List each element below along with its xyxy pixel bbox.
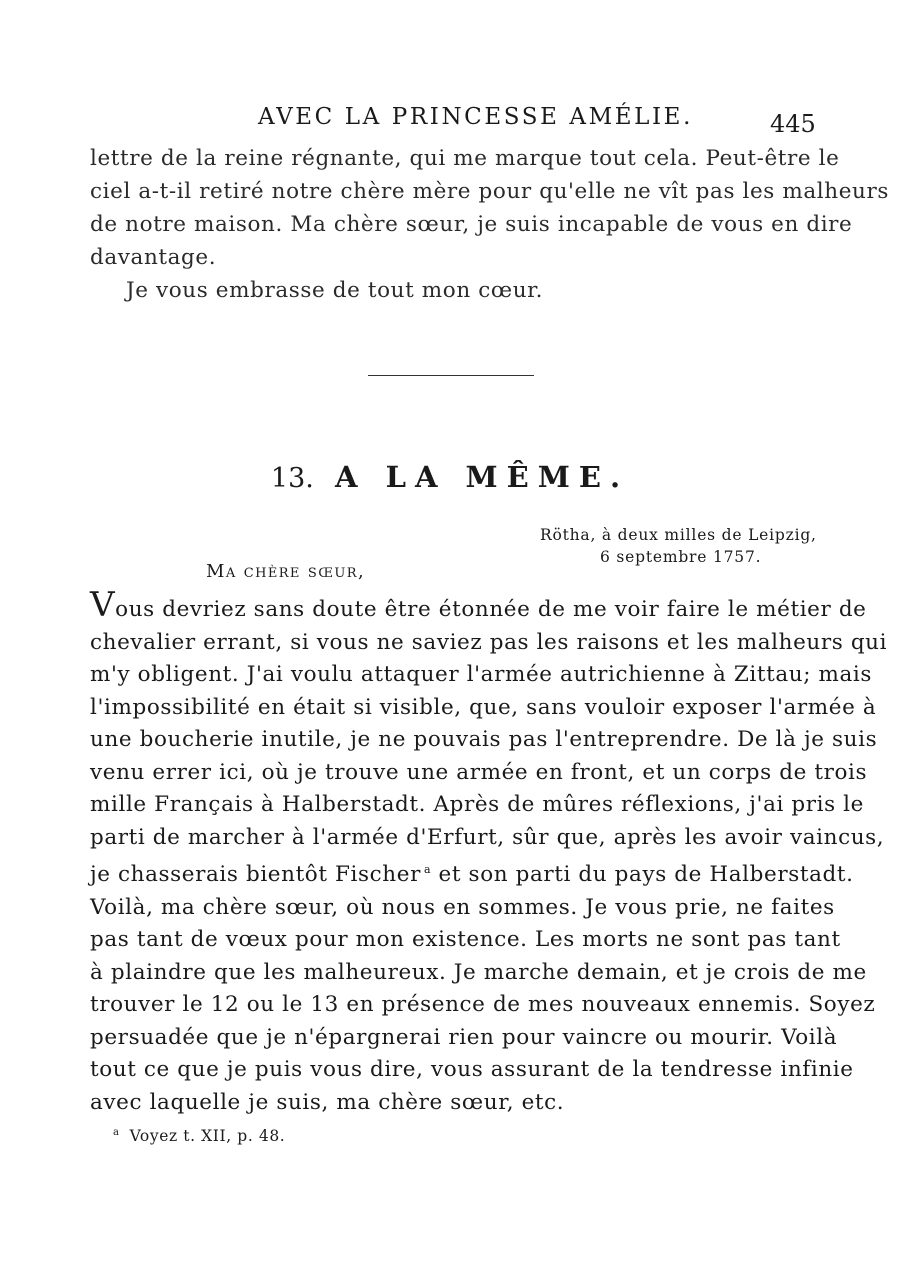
- text-line: davantage.: [90, 245, 217, 270]
- footnote-mark: a: [113, 1127, 120, 1138]
- salutation: Ma chère sœur,: [206, 561, 366, 582]
- footnote: [113, 1127, 285, 1145]
- text-line: l'impossibilité en était si visible, que, sans vouloir exposer l'armée à: [90, 694, 877, 720]
- place-date: [540, 524, 817, 568]
- text-line: à plaindre que les malheureux. Je marche demain, et je crois de me: [90, 959, 867, 985]
- first-line-text: ous devriez sans doute être étonnée de me voir faire le métier de: [115, 597, 867, 622]
- letter-title: A LA MÊME.: [334, 460, 630, 494]
- drop-cap: V: [90, 585, 116, 625]
- running-head: [0, 104, 900, 138]
- footnote-reference[interactable]: a: [423, 863, 432, 876]
- footnote-text: Voyez t. XII, p. 48.: [129, 1127, 286, 1146]
- text-line: persuadée que je n'épargnerai rien pour vaincre ou mourir. Voilà: [90, 1024, 838, 1050]
- text-line: ciel a-t-il retiré notre chère mère pour qu'elle ne vît pas les malheurs: [90, 179, 889, 204]
- fischer-text-rest: et son parti du pays de Halberstadt.: [431, 862, 854, 888]
- letter-heading: [0, 460, 900, 494]
- previous-letter-ending: [90, 142, 889, 307]
- text-line: de notre maison. Ma chère sœur, je suis incapable de vous en dire: [90, 212, 853, 237]
- text-line-first: [90, 585, 867, 627]
- running-title: AVEC LA PRINCESSE AMÉLIE.: [258, 104, 693, 130]
- text-line: chevalier errant, si vous ne saviez pas les raisons et les malheurs qui: [90, 629, 888, 655]
- text-line: une boucherie inutile, je ne pouvais pas l'entreprendre. De là je suis: [90, 727, 878, 752]
- text-line: trouver le 12 ou le 13 en présence de mes nouveaux ennemis. Soyez: [90, 992, 876, 1018]
- letter-number: 13.: [270, 463, 314, 494]
- letter-place: Rötha, à deux milles de Leipzig,: [540, 526, 817, 544]
- letter-closing: Je vous embrasse de tout mon cœur.: [126, 278, 544, 303]
- fischer-text: je chasserais bientôt Fischer: [90, 862, 421, 888]
- text-line-fischer: [90, 854, 854, 892]
- text-line: pas tant de vœux pour mon existence. Les morts ne sont pas tant: [90, 927, 841, 953]
- section-divider: [368, 375, 534, 376]
- text-line: m'y obligent. J'ai voulu attaquer l'armée autrichienne à Zittau; mais: [90, 662, 873, 687]
- page-number: 445: [770, 110, 816, 138]
- text-line: tout ce que je puis vous dire, vous assurant de la tendresse infinie: [90, 1057, 854, 1083]
- text-line: Voilà, ma chère sœur, où nous en sommes. Je vous prie, ne faites: [90, 894, 835, 920]
- text-line: lettre de la reine régnante, qui me marque tout cela. Peut-être le: [90, 146, 840, 171]
- letter-date: 6 septembre 1757.: [600, 548, 762, 566]
- letter-body: [90, 585, 888, 1119]
- text-line-last: avec laquelle je suis, ma chère sœur, etc.: [90, 1089, 565, 1115]
- text-line: mille Français à Halberstadt. Après de mûres réflexions, j'ai pris le: [90, 792, 864, 817]
- text-line: parti de marcher à l'armée d'Erfurt, sûr que, après les avoir vaincus,: [90, 824, 885, 850]
- text-line: venu errer ici, où je trouve une armée en front, et un corps de trois: [90, 759, 868, 785]
